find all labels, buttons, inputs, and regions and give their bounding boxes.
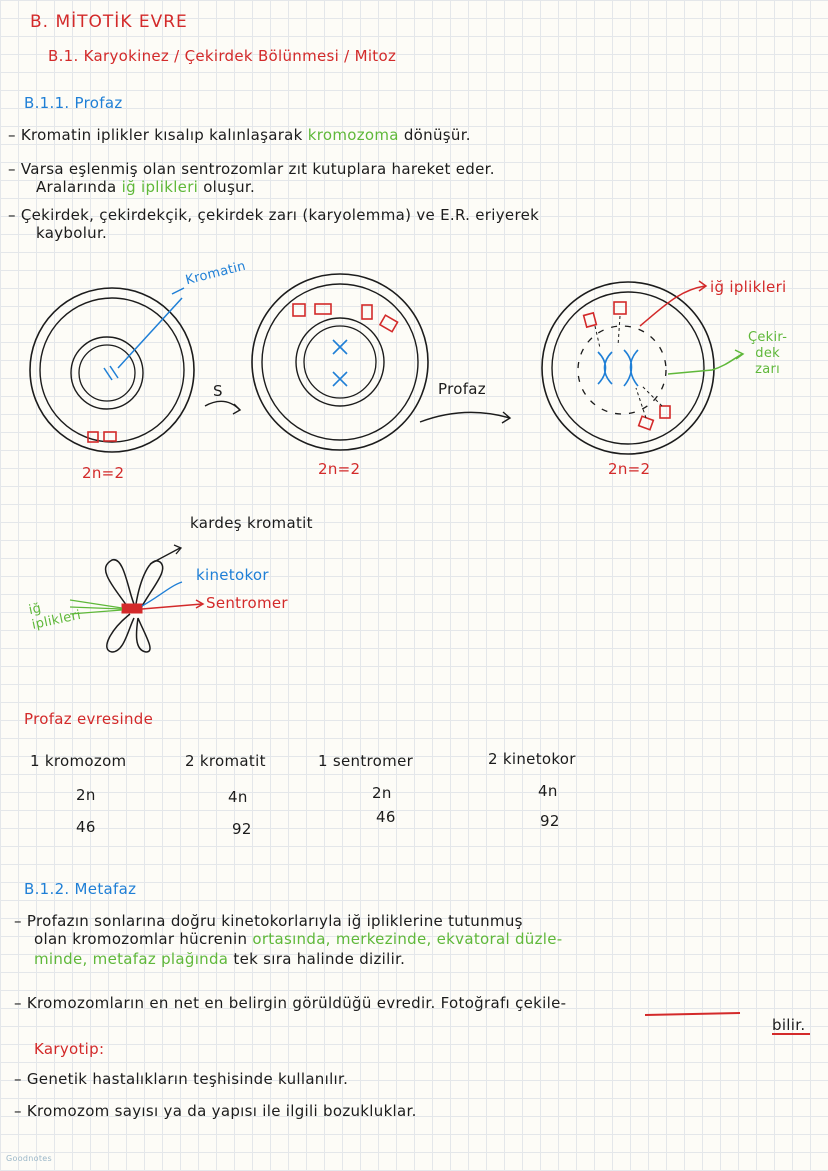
table-cell: 2n: [76, 786, 96, 804]
bullet-dash: –: [14, 1102, 27, 1120]
label-ig-iplikleri-chrom: iğ iplikleri: [27, 600, 83, 633]
bullet-dash: –: [14, 994, 27, 1012]
label-kromatin: Kromatin: [184, 258, 248, 289]
label-cekirdek-zari: Çekir- dek zarı: [748, 330, 788, 377]
table-cell: 4n: [228, 788, 248, 806]
cell-2: [252, 274, 428, 450]
table-title: Profaz evresinde: [24, 710, 154, 728]
table-header-2: 2 kromatit: [185, 752, 266, 770]
underlined-fotografi: Fotoğrafı: [440, 994, 511, 1012]
table-cell: 46: [76, 818, 96, 836]
metafaz-bullet-2-cont: bilir.: [772, 1016, 806, 1034]
bullet-text: Çekirdek, çekirdekçik, çekirdek zarı (karyolemma) ve E.R. eriyerek: [20, 206, 540, 224]
bullet-dash: –: [14, 912, 27, 930]
karyotip-title: Karyotip:: [34, 1040, 105, 1058]
karyotip-bullet-1: [14, 1070, 348, 1088]
bullet-text: Kromozomların en net en belirgin görüldüğü evredir.: [26, 994, 436, 1012]
bullet-text: dönüşür.: [403, 126, 471, 144]
label-sentromer: Sentromer: [206, 594, 288, 612]
chapter-heading: B. MİTOTİK EVRE: [30, 12, 188, 32]
bullet-dash: –: [14, 1070, 27, 1088]
section-heading: B.1. Karyokinez / Çekirdek Bölünmesi / Mitoz: [48, 47, 397, 65]
bullet-text: olan kromozomlar hücrenin: [34, 930, 248, 948]
table-cell: 2n: [372, 784, 392, 802]
metafaz-bullet-1: [14, 912, 523, 930]
highlight-ig-iplikleri: iğ iplikleri: [121, 178, 199, 196]
cell-3-ploidy: 2n=2: [608, 460, 651, 478]
highlight-metafaz-plagi: , metafaz plağında: [82, 950, 229, 968]
bullet-text: Kromatin iplikler kısalıp kalınlaşarak: [20, 126, 303, 144]
metafaz-title: B.1.2. Metafaz: [24, 880, 137, 898]
profaz-bullet-3-cont: kaybolur.: [36, 224, 108, 242]
table-header-1: 1 kromozom: [30, 752, 127, 770]
bullet-dash: –: [8, 160, 21, 178]
label-profaz: Profaz: [438, 380, 486, 398]
cell-2-ploidy: 2n=2: [318, 460, 361, 478]
profaz-title: B.1.1. Profaz: [24, 94, 123, 112]
bullet-text: Genetik hastalıkların teşhisinde kullanılır.: [26, 1070, 349, 1088]
bullet-text: Varsa eşlenmiş olan sentrozomlar zıt kutuplara hareket eder.: [20, 160, 495, 178]
goodnotes-watermark: Goodnotes: [6, 1154, 52, 1163]
karyotip-bullet-2: [14, 1102, 417, 1120]
table-cell: 46: [376, 808, 396, 826]
highlight-ortasinda: ortasında, merkezinde, ekvatoral düzle-: [252, 930, 563, 948]
label-s: S: [213, 382, 223, 400]
metafaz-bullet-1-line-2: [34, 930, 562, 948]
highlight-kromozom: kromozoma: [307, 126, 399, 144]
profaz-arrow-icon: [420, 412, 510, 422]
highlight-minde: minde: [34, 950, 83, 968]
bullet-dash: –: [8, 126, 21, 144]
chromosome-drawing: [70, 545, 203, 652]
bullet-text: oluşur.: [203, 178, 256, 196]
cekirdek-zari-pointer: [668, 354, 742, 374]
label-kinetokor: kinetokor: [196, 566, 269, 584]
cell-3: [542, 282, 714, 454]
table-cell: 4n: [538, 782, 558, 800]
bullet-text: Aralarında: [36, 178, 117, 196]
table-cell: 92: [540, 812, 560, 830]
bullet-text: Profazın sonlarına doğru kinetokorlarıyla iğ ipliklerine tutunmuş: [26, 912, 523, 930]
label-ig-iplikleri: iğ iplikleri: [710, 278, 787, 296]
table-header-4: 2 kinetokor: [488, 750, 576, 768]
table-cell: 92: [232, 820, 252, 838]
bullet-dash: –: [8, 206, 21, 224]
label-kardes-kromatit: kardeş kromatit: [190, 514, 313, 532]
bullet-text: tek sıra halinde dizilir.: [233, 950, 406, 968]
cell-1-ploidy: 2n=2: [82, 464, 125, 482]
metafaz-bullet-1-line-3: [34, 950, 405, 968]
bullet-text: Kromozom sayısı ya da yapısı ile ilgili bozukluklar.: [26, 1102, 417, 1120]
table-header-3: 1 sentromer: [318, 752, 414, 770]
metafaz-bullet-2: [14, 994, 566, 1012]
bullet-text: çekile-: [515, 994, 567, 1012]
